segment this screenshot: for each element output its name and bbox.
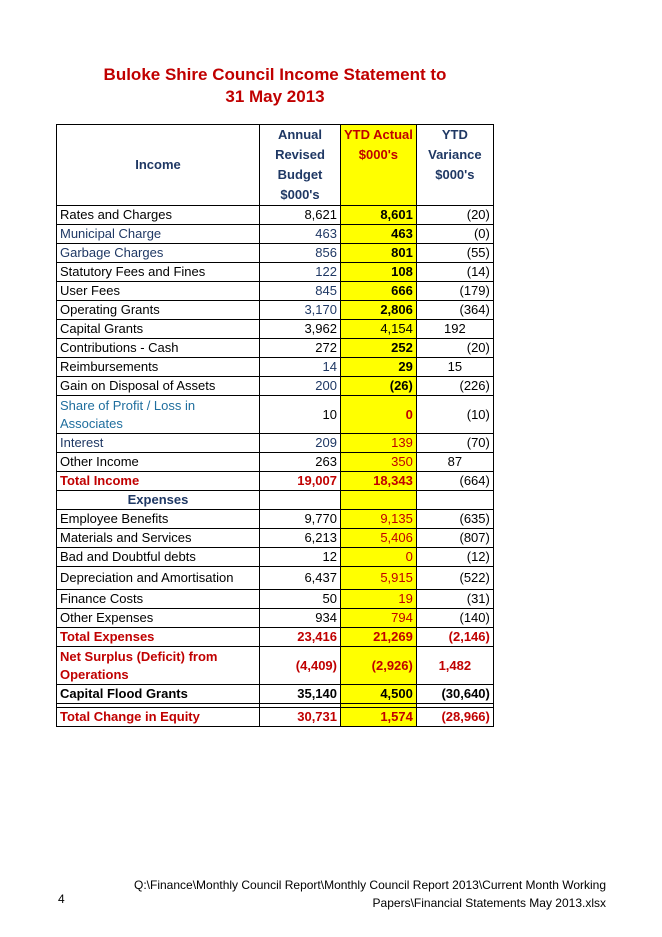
- title-line-2: 31 May 2013: [225, 87, 325, 106]
- budget-cell: 272: [260, 339, 341, 358]
- budget-cell: 6,213: [260, 529, 341, 548]
- budget-cell: 3,170: [260, 301, 341, 320]
- net-surplus-row: [57, 647, 494, 685]
- expenses-heading: Expenses: [57, 491, 260, 510]
- budget-cell: 200: [260, 377, 341, 396]
- actual-cell: 794: [341, 609, 417, 628]
- variance-cell: (20): [416, 339, 493, 358]
- row-label: User Fees: [57, 282, 260, 301]
- actual-cell: 0: [341, 548, 417, 567]
- variance-cell: (522): [416, 567, 493, 590]
- row-label: Gain on Disposal of Assets: [57, 377, 260, 396]
- variance-cell: (55): [416, 244, 493, 263]
- total-income-row: [57, 472, 494, 491]
- row-label: Operating Grants: [57, 301, 260, 320]
- header-row: [57, 125, 494, 206]
- budget-cell: 6,437: [260, 567, 341, 590]
- budget-cell: 8,621: [260, 206, 341, 225]
- row-label: Rates and Charges: [57, 206, 260, 225]
- income-header: Income: [57, 125, 260, 206]
- file-path-footer: [134, 876, 606, 912]
- budget-cell: 856: [260, 244, 341, 263]
- variance-cell: 192: [416, 320, 493, 339]
- actual-cell: 463: [341, 225, 417, 244]
- table-row: [57, 358, 494, 377]
- budget-cell: 19,007: [260, 472, 341, 491]
- row-label: Contributions - Cash: [57, 339, 260, 358]
- variance-cell: 87: [416, 453, 493, 472]
- ytd-variance-header: YTD Variance $000's: [416, 125, 493, 206]
- table-row: [57, 377, 494, 396]
- actual-cell: 29: [341, 358, 417, 377]
- variance-cell: (140): [416, 609, 493, 628]
- budget-cell: 9,770: [260, 510, 341, 529]
- table-row: [57, 282, 494, 301]
- budget-cell: 50: [260, 590, 341, 609]
- table-row: [57, 609, 494, 628]
- variance-cell: (12): [416, 548, 493, 567]
- variance-cell: (30,640): [416, 685, 493, 704]
- row-label: Net Surplus (Deficit) from Operations: [57, 647, 260, 685]
- row-label: Bad and Doubtful debts: [57, 548, 260, 567]
- actual-cell: (26): [341, 377, 417, 396]
- table-row: [57, 244, 494, 263]
- row-label: Total Change in Equity: [57, 708, 260, 727]
- table-row: [57, 548, 494, 567]
- footer-line-2: Papers\Financial Statements May 2013.xlsx: [372, 896, 606, 910]
- page-number: 4: [58, 892, 65, 906]
- expenses-heading-row: [57, 491, 494, 510]
- title-line-1: Buloke Shire Council Income Statement to: [103, 65, 447, 84]
- budget-cell: 12: [260, 548, 341, 567]
- row-label: Total Expenses: [57, 628, 260, 647]
- actual-cell: (2,926): [341, 647, 417, 685]
- variance-cell: (807): [416, 529, 493, 548]
- variance-cell: (10): [416, 396, 493, 434]
- actual-cell: 252: [341, 339, 417, 358]
- variance-cell: (635): [416, 510, 493, 529]
- table-row: [57, 396, 494, 434]
- income-statement-table: [56, 124, 494, 727]
- variance-cell: (70): [416, 434, 493, 453]
- row-label: Total Income: [57, 472, 260, 491]
- table-row: [57, 320, 494, 339]
- row-label: Capital Grants: [57, 320, 260, 339]
- row-label: Depreciation and Amortisation: [57, 567, 260, 590]
- budget-cell: 463: [260, 225, 341, 244]
- actual-cell: 18,343: [341, 472, 417, 491]
- actual-cell: 108: [341, 263, 417, 282]
- actual-cell: 9,135: [341, 510, 417, 529]
- budget-cell: 845: [260, 282, 341, 301]
- budget-cell: 209: [260, 434, 341, 453]
- table-row: [57, 590, 494, 609]
- table-row: [57, 567, 494, 590]
- footer-line-1: Q:\Finance\Monthly Council Report\Monthly Council Report 2013\Current Month Working: [134, 878, 606, 892]
- row-label: Garbage Charges: [57, 244, 260, 263]
- variance-cell: (31): [416, 590, 493, 609]
- actual-cell: 1,574: [341, 708, 417, 727]
- actual-cell: 801: [341, 244, 417, 263]
- budget-cell: 35,140: [260, 685, 341, 704]
- row-label: Other Expenses: [57, 609, 260, 628]
- actual-cell: 0: [341, 396, 417, 434]
- row-label: Other Income: [57, 453, 260, 472]
- variance-cell: (179): [416, 282, 493, 301]
- row-label: Statutory Fees and Fines: [57, 263, 260, 282]
- table-row: [57, 301, 494, 320]
- actual-cell: 139: [341, 434, 417, 453]
- budget-cell: 10: [260, 396, 341, 434]
- actual-cell: 666: [341, 282, 417, 301]
- table-row: [57, 206, 494, 225]
- variance-cell: 1,482: [416, 647, 493, 685]
- budget-cell: (4,409): [260, 647, 341, 685]
- row-label: Share of Profit / Loss in Associates: [57, 396, 260, 434]
- actual-cell: 5,915: [341, 567, 417, 590]
- budget-cell: 14: [260, 358, 341, 377]
- variance-cell: 15: [416, 358, 493, 377]
- table-row: [57, 339, 494, 358]
- variance-cell: (28,966): [416, 708, 493, 727]
- variance-cell: (14): [416, 263, 493, 282]
- variance-cell: (0): [416, 225, 493, 244]
- variance-cell: (20): [416, 206, 493, 225]
- budget-header: Annual Revised Budget $000's: [260, 125, 341, 206]
- actual-cell: 4,500: [341, 685, 417, 704]
- row-label: Municipal Charge: [57, 225, 260, 244]
- variance-cell: (364): [416, 301, 493, 320]
- total-expenses-row: [57, 628, 494, 647]
- actual-cell: 5,406: [341, 529, 417, 548]
- budget-cell: 122: [260, 263, 341, 282]
- actual-cell: 350: [341, 453, 417, 472]
- row-label: Finance Costs: [57, 590, 260, 609]
- variance-cell: (2,146): [416, 628, 493, 647]
- table-row: [57, 263, 494, 282]
- table-row: [57, 529, 494, 548]
- actual-cell: 8,601: [341, 206, 417, 225]
- budget-cell: 3,962: [260, 320, 341, 339]
- table-row: [57, 434, 494, 453]
- table-row: [57, 453, 494, 472]
- variance-cell: (226): [416, 377, 493, 396]
- capital-flood-grants-row: [57, 685, 494, 704]
- table-row: [57, 225, 494, 244]
- budget-cell: 263: [260, 453, 341, 472]
- budget-cell: 934: [260, 609, 341, 628]
- actual-cell: 21,269: [341, 628, 417, 647]
- row-label: Interest: [57, 434, 260, 453]
- row-label: Reimbursements: [57, 358, 260, 377]
- page-title: [60, 64, 490, 108]
- actual-cell: 19: [341, 590, 417, 609]
- table-row: [57, 510, 494, 529]
- ytd-actual-header: YTD Actual $000's: [341, 125, 417, 206]
- budget-cell: 23,416: [260, 628, 341, 647]
- budget-cell: 30,731: [260, 708, 341, 727]
- total-change-equity-row: [57, 708, 494, 727]
- row-label: Materials and Services: [57, 529, 260, 548]
- row-label: Employee Benefits: [57, 510, 260, 529]
- variance-cell: (664): [416, 472, 493, 491]
- actual-cell: 4,154: [341, 320, 417, 339]
- actual-cell: 2,806: [341, 301, 417, 320]
- row-label: Capital Flood Grants: [57, 685, 260, 704]
